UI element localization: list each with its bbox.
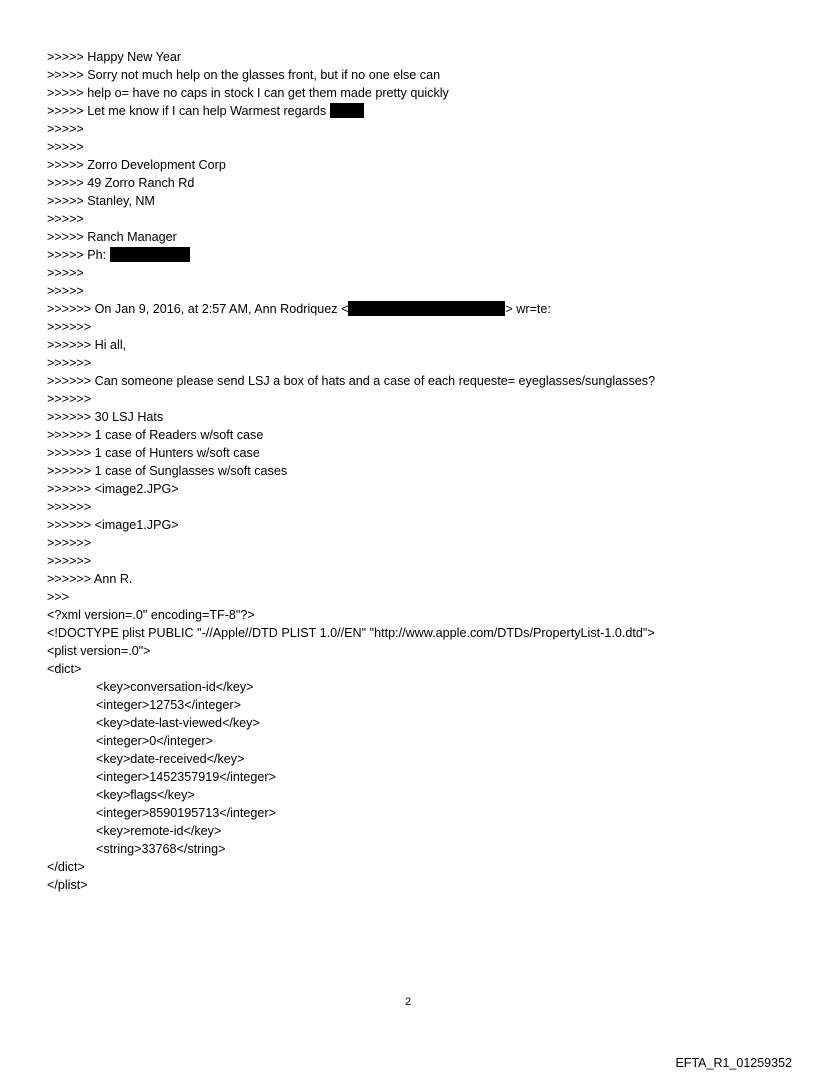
- email-line: >>>>>: [47, 212, 84, 226]
- email-line: >>>>>> 1 case of Readers w/soft case: [47, 428, 264, 442]
- email-line: >>>>>>: [47, 356, 92, 370]
- plist-line: <plist version=.0">: [47, 644, 151, 658]
- plist-line: <key>date-last-viewed</key>: [96, 716, 260, 730]
- plist-line: <key>remote-id</key>: [96, 824, 222, 838]
- email-line: >>>>>> <image2.JPG>: [47, 482, 179, 496]
- email-line: >>>>>: [47, 284, 84, 298]
- email-line: >>>>>: [47, 266, 84, 280]
- page-number: 2: [404, 996, 412, 1008]
- email-line-text: >>>>>> On Jan 9, 2016, at 2:57 AM, Ann Rodriquez <: [47, 302, 349, 316]
- email-line: >>>>>> <image1.JPG>: [47, 518, 179, 532]
- plist-line: </dict>: [47, 860, 85, 874]
- email-line: >>>>> Sorry not much help on the glasses front, but if no one else can: [47, 68, 441, 82]
- plist-line: <key>flags</key>: [96, 788, 195, 802]
- email-line: >>>>> help o= have no caps in stock I can get them made pretty quickly: [47, 86, 449, 100]
- plist-line: <integer>8590195713</integer>: [96, 806, 276, 820]
- redaction-box: [348, 301, 505, 316]
- email-line: >>>>>>: [47, 536, 92, 550]
- email-line: >>>>> 49 Zorro Ranch Rd: [47, 176, 195, 190]
- email-line: >>>>> Ranch Manager: [47, 230, 177, 244]
- plist-line: <integer>12753</integer>: [96, 698, 241, 712]
- email-line: >>>: [47, 590, 70, 604]
- email-line: >>>>>: [47, 140, 84, 154]
- email-line: >>>>>> Hi all,: [47, 338, 127, 352]
- plist-line: <string>33768</string>: [96, 842, 226, 856]
- email-line: [47, 102, 787, 120]
- plist-line: <key>date-received</key>: [96, 752, 245, 766]
- email-line: >>>>>> Can someone please send LSJ a box of hats and a case of each requeste= eyeglasses/sunglasses?: [47, 374, 656, 388]
- plist-line: <!DOCTYPE plist PUBLIC "-//Apple//DTD PLIST 1.0//EN" "http://www.apple.com/DTDs/PropertyList-1.0.dtd">: [47, 626, 655, 640]
- email-line: >>>>>>: [47, 392, 92, 406]
- redaction-box: [110, 247, 190, 262]
- email-line: [47, 246, 787, 264]
- email-line: >>>>> Zorro Development Corp: [47, 158, 226, 172]
- redaction-box: [330, 103, 364, 118]
- plist-line: <dict>: [47, 662, 82, 676]
- plist-line: </plist>: [47, 878, 88, 892]
- email-line: >>>>>> 30 LSJ Hats: [47, 410, 164, 424]
- plist-line: <integer>1452357919</integer>: [96, 770, 276, 784]
- email-line: >>>>>>: [47, 500, 92, 514]
- email-line-text: >>>>> Ph:: [47, 248, 110, 262]
- bates-number: EFTA_R1_01259352: [675, 1056, 792, 1070]
- plist-line: <integer>0</integer>: [96, 734, 213, 748]
- email-line-text: >>>>> Let me know if I can help Warmest regards: [47, 104, 330, 118]
- email-line: >>>>>> Ann R.: [47, 572, 133, 586]
- document-body: [47, 48, 787, 894]
- email-line: >>>>>> 1 case of Sunglasses w/soft cases: [47, 464, 288, 478]
- email-line: >>>>>: [47, 122, 84, 136]
- email-line: >>>>> Stanley, NM: [47, 194, 155, 208]
- plist-line: <?xml version=.0" encoding=TF-8"?>: [47, 608, 255, 622]
- plist-line: <key>conversation-id</key>: [96, 680, 254, 694]
- email-line: >>>>>>: [47, 554, 92, 568]
- email-line: >>>>> Happy New Year: [47, 50, 182, 64]
- email-line: >>>>>>: [47, 320, 92, 334]
- email-line: >>>>>> 1 case of Hunters w/soft case: [47, 446, 260, 460]
- email-line: [47, 300, 787, 318]
- email-line-text: > wr=te:: [505, 302, 551, 316]
